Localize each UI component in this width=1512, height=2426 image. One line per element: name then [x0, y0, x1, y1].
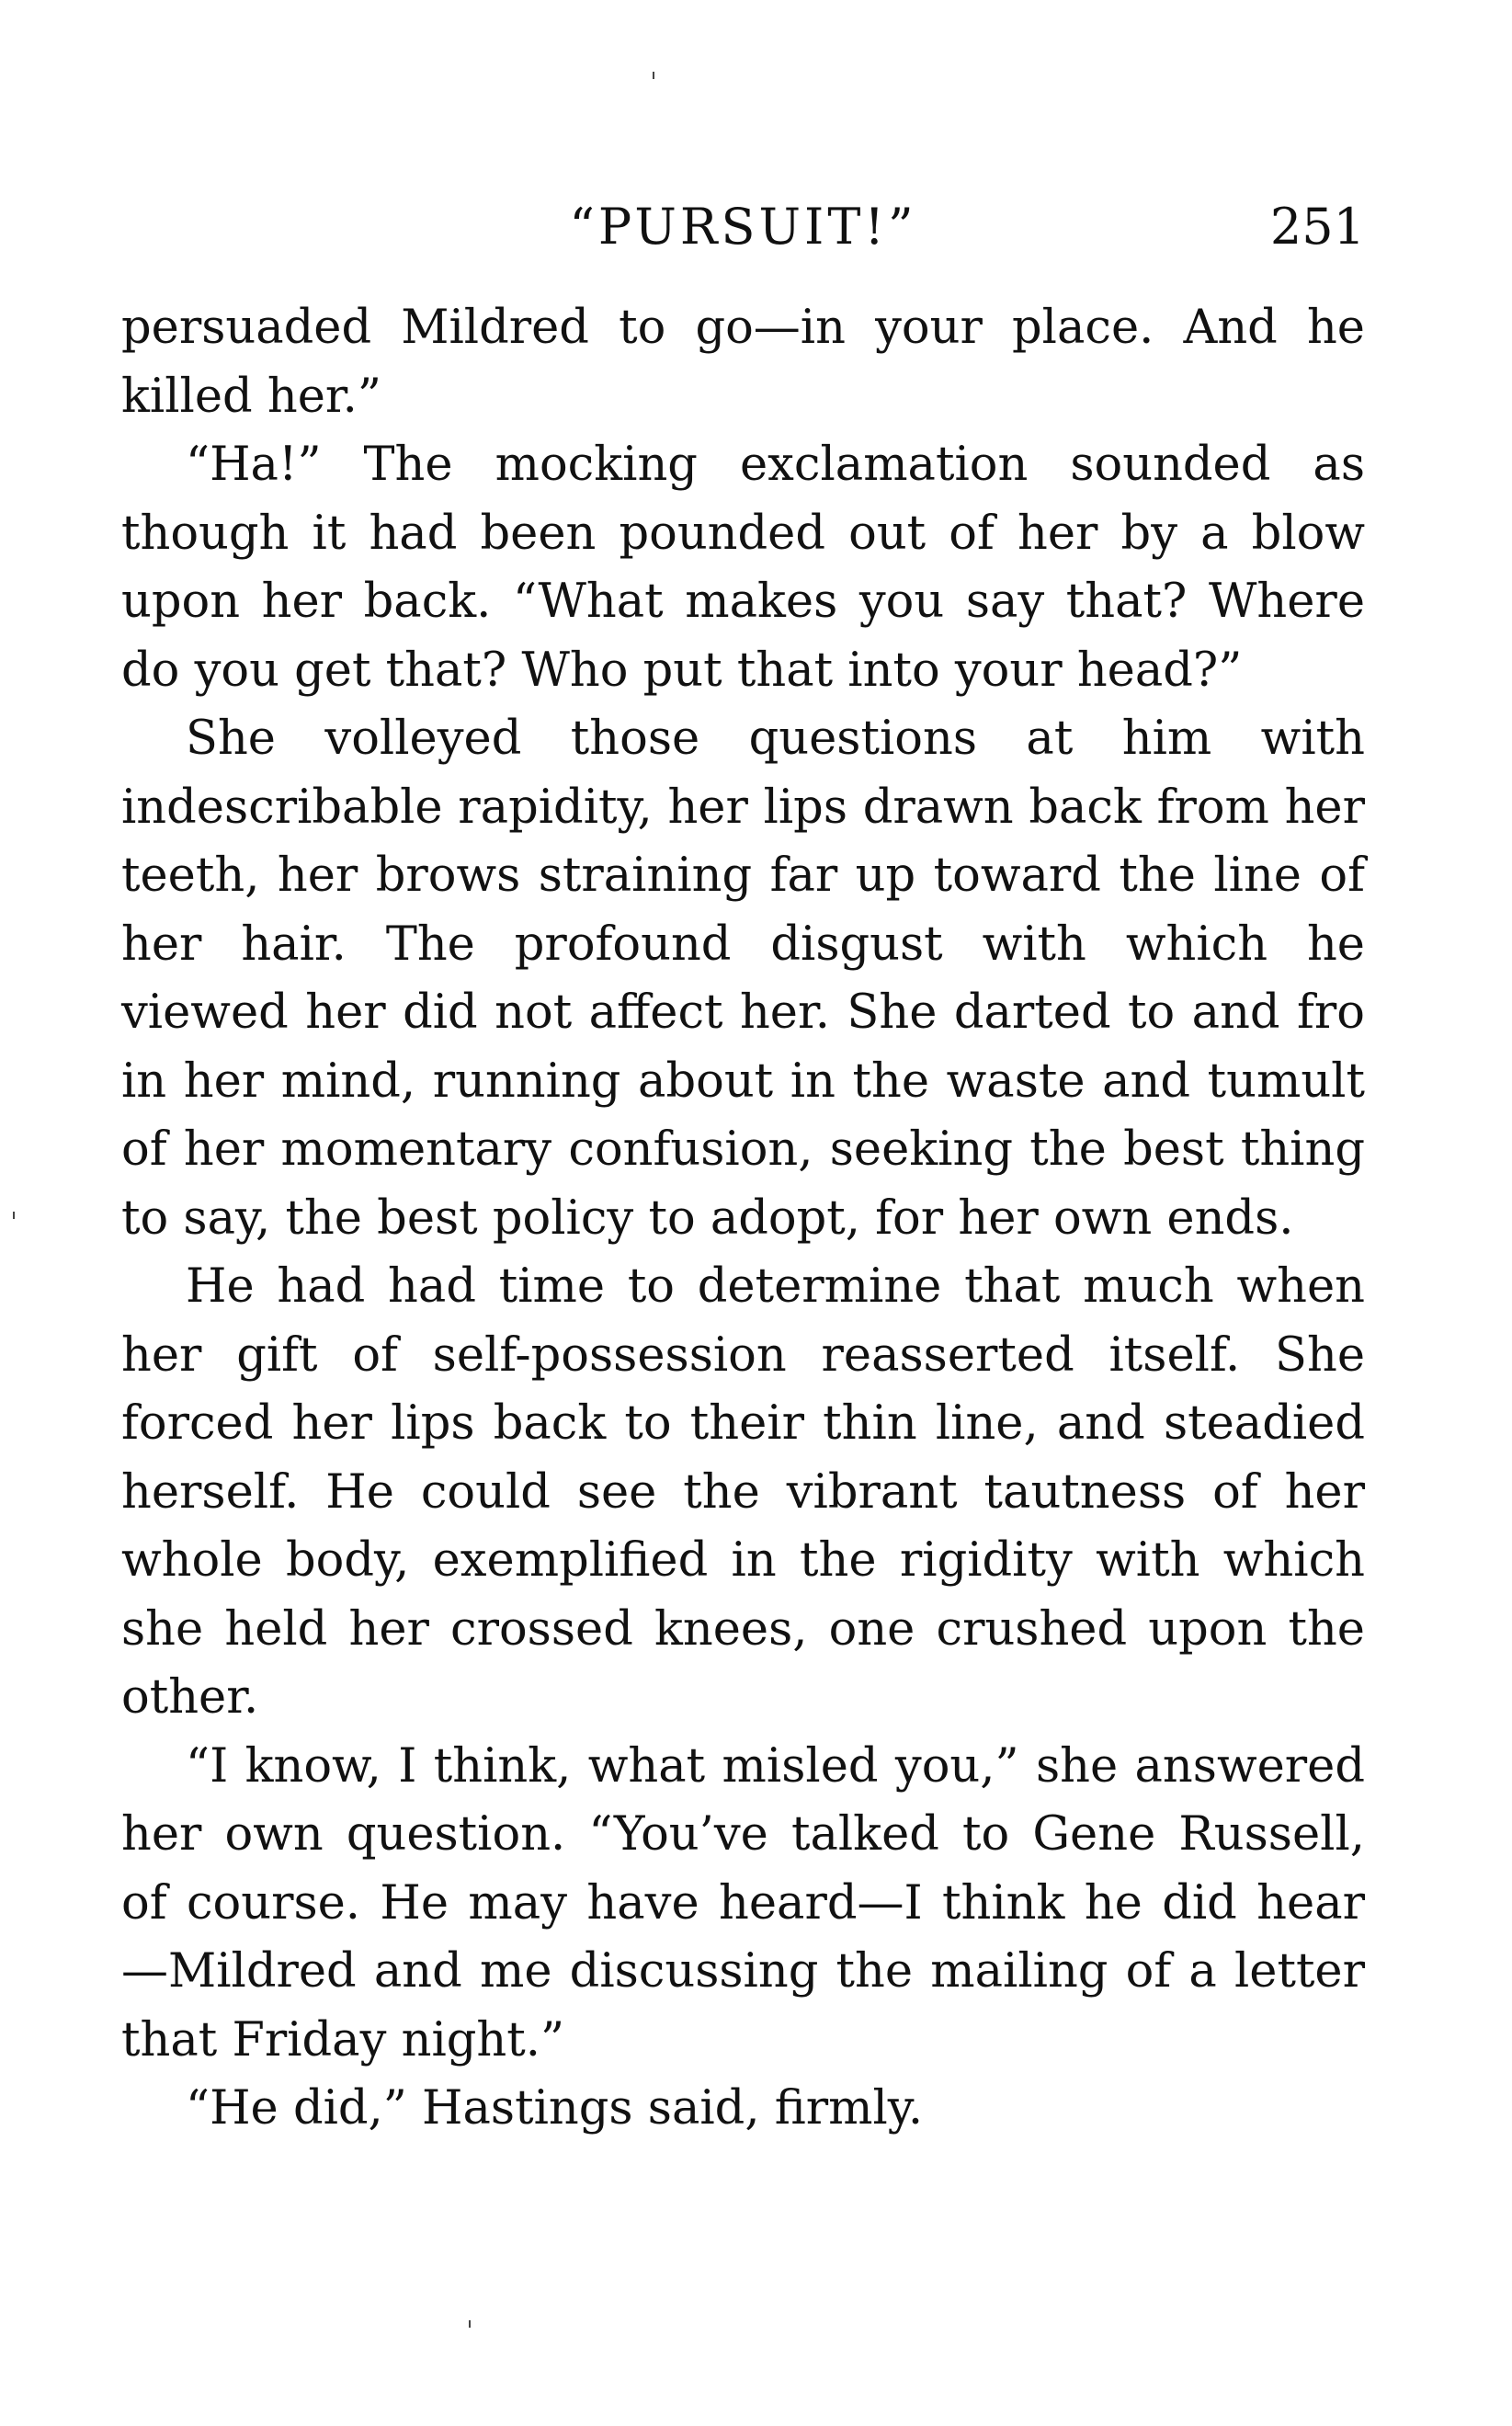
scan-speck [653, 72, 654, 79]
page-number: 251 [1269, 198, 1365, 256]
page-header [121, 195, 1365, 259]
scan-speck [469, 2320, 471, 2328]
paragraph-hastings-reply: “He did,” Hastings said, firmly. [186, 2081, 924, 2136]
body-text [121, 294, 1365, 2144]
paragraph-ha-exclamation: “Ha!” The mocking exclamation sounded as though it had been pounded out of her by a blow upon her back. “What makes you say that? Where do you get that? Who put that into your head?” [121, 438, 1365, 698]
paragraph-misled-you: “I know, I think, what misled you,” she answered her own question. “You’ve talked to Gene Russell, of course. He may have heard—I think he did hear—Mildred and me discussing the mailing of a letter that Friday night.” [121, 1738, 1365, 2067]
running-head: “PURSUIT!” [569, 198, 917, 256]
paragraph-self-possession: He had had time to determine that much when her gift of self-possession reasserted itself. She forced her lips back to their thin line, and steadied herself. He could see the vibrant tautness of her whole body, exemplified in the rigidity with which she held her crossed knees, one crushed upon the other. [121, 1259, 1365, 1725]
paragraph-volleyed-questions: She volleyed those questions at him with indescribable rapidity, her lips drawn back from her teeth, her brows straining far up toward the line of her hair. The profound disgust with which he viewed her did not affect her. She darted to and fro in her mind, running about in the waste and tumult of her momentary confusion, seeking the best thing to say, the best policy to adopt, for her own ends. [121, 712, 1365, 1246]
paragraph-continuation: persuaded Mildred to go—in your place. And he killed her.” [121, 301, 1365, 424]
scan-speck [13, 1212, 15, 1219]
